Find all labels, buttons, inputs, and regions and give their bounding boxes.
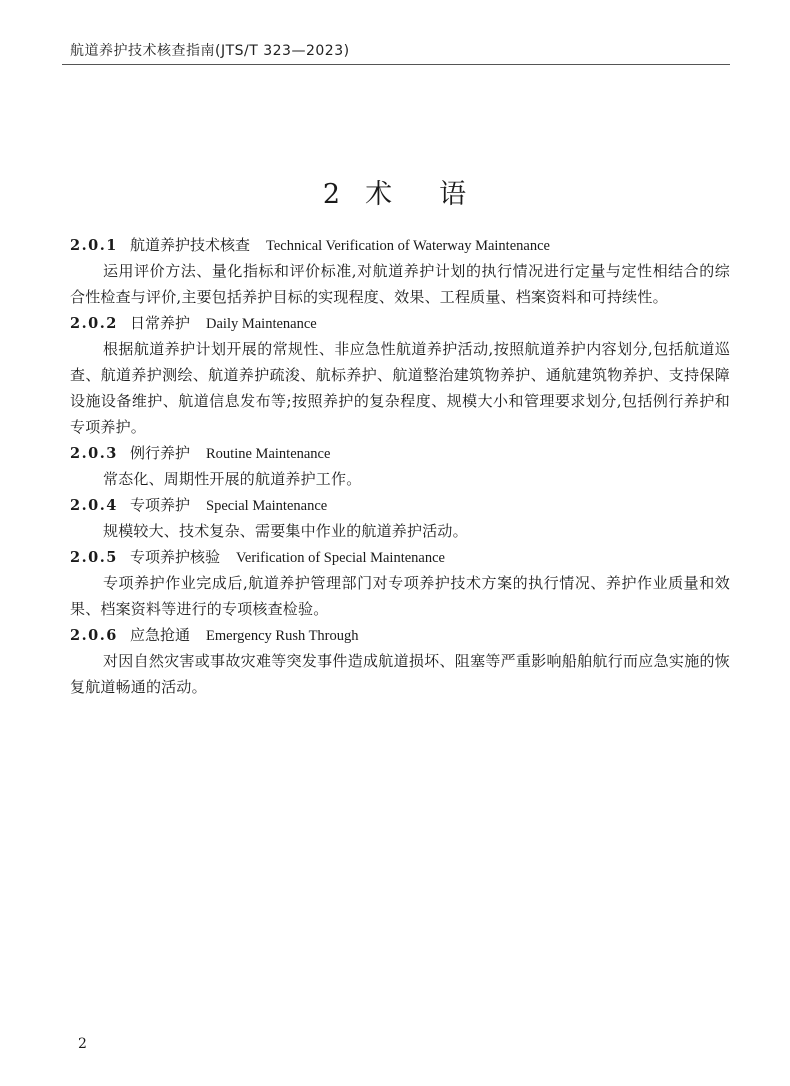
terms-section — [70, 232, 730, 700]
term-name-cn: 专项养护 — [130, 496, 191, 514]
term-number: 2.0.3 — [70, 445, 118, 462]
term-name-en: Verification of Special Maintenance — [236, 550, 445, 566]
term-heading — [70, 492, 730, 518]
term-number: 2.0.2 — [70, 315, 118, 332]
term-definition: 根据航道养护计划开展的常规性、非应急性航道养护活动,按照航道养护内容划分,包括航道巡查、航道养护测绘、航道养护疏浚、航标养护、航道整治建筑物养护、通航建筑物养护、支持保障设施设备维护、航道信息发布等;按照养护的复杂程度、规模大小和管理要求划分,包括例行养护和专项养护。 — [70, 340, 730, 436]
term-name-cn: 应急抢通 — [130, 626, 191, 644]
term-name-en: Technical Verification of Waterway Maintenance — [266, 238, 550, 254]
term-name-en: Emergency Rush Through — [206, 628, 359, 644]
term-definition: 对因自然灾害或事故灾难等突发事件造成航道损坏、阻塞等严重影响船舶航行而应急实施的恢复航道畅通的活动。 — [70, 652, 730, 696]
term-number: 2.0.4 — [70, 497, 118, 514]
term-entry — [70, 310, 730, 440]
term-name-cn: 航道养护技术核查 — [130, 236, 251, 254]
term-heading — [70, 310, 730, 336]
term-definition: 常态化、周期性开展的航道养护工作。 — [103, 470, 362, 488]
term-entry — [70, 440, 730, 492]
term-entry — [70, 232, 730, 310]
term-name-cn: 专项养护核验 — [130, 548, 221, 566]
term-definition: 规模较大、技术复杂、需要集中作业的航道养护活动。 — [103, 522, 468, 540]
term-number: 2.0.1 — [70, 237, 118, 254]
term-number: 2.0.5 — [70, 549, 118, 566]
term-entry — [70, 544, 730, 622]
term-heading — [70, 232, 730, 258]
chapter-title-part2: 语 — [439, 179, 468, 210]
term-entry — [70, 622, 730, 700]
term-definition: 专项养护作业完成后,航道养护管理部门对专项养护技术方案的执行情况、养护作业质量和效果、档案资料等进行的专项核查检验。 — [70, 574, 730, 618]
chapter-number: 2 — [322, 179, 342, 210]
term-name-en: Special Maintenance — [206, 498, 328, 514]
term-heading — [70, 440, 730, 466]
chapter-title — [0, 172, 790, 211]
term-name-cn: 日常养护 — [130, 314, 191, 332]
term-heading — [70, 544, 730, 570]
chapter-title-part1: 术 — [365, 179, 394, 210]
page-number: 2 — [78, 1036, 87, 1052]
running-header: 航道养护技术核查指南(JTS/T 323—2023) — [70, 43, 350, 59]
term-name-cn: 例行养护 — [130, 444, 191, 462]
term-number: 2.0.6 — [70, 627, 118, 644]
term-name-en: Routine Maintenance — [206, 446, 331, 462]
term-entry — [70, 492, 730, 544]
term-heading — [70, 622, 730, 648]
header-divider — [62, 64, 730, 65]
term-name-en: Daily Maintenance — [206, 316, 317, 332]
term-definition: 运用评价方法、量化指标和评价标准,对航道养护计划的执行情况进行定量与定性相结合的综合性检查与评价,主要包括养护目标的实现程度、效果、工程质量、档案资料和可持续性。 — [70, 262, 730, 306]
